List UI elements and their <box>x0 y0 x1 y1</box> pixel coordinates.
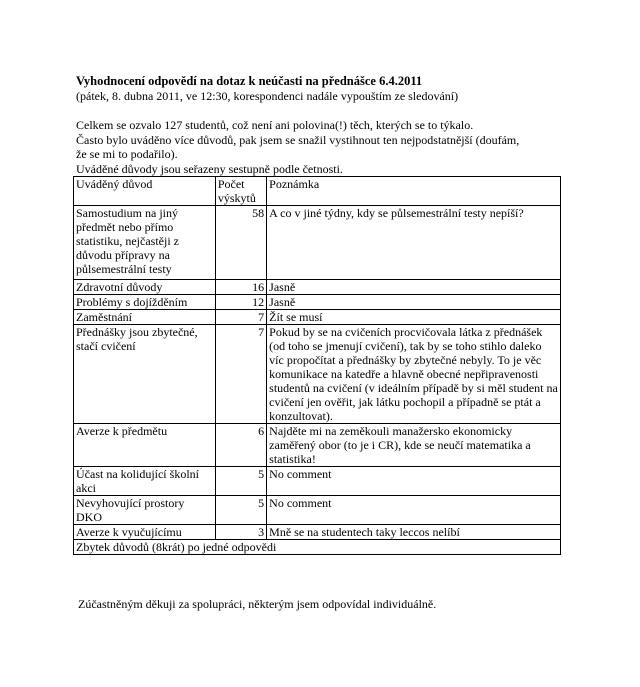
table-row <box>74 310 561 325</box>
header-note: Poznámka <box>267 177 561 206</box>
table-footer-row <box>74 540 561 555</box>
document-title: Vyhodnocení odpovědí na dotaz k neúčasti na přednášce 6.4.2011 <box>76 74 423 88</box>
note-cell: No comment <box>267 496 561 525</box>
count-cell: 6 <box>215 424 266 467</box>
reason-cell: Přednášky jsou zbytečné, stačí cvičení <box>74 325 216 424</box>
reason-cell: Nevyhovující prostory DKO <box>74 496 216 525</box>
note-cell: No comment <box>267 467 561 496</box>
note-cell: Žít se musí <box>267 310 561 325</box>
reasons-table <box>73 176 561 555</box>
count-cell: 5 <box>215 467 266 496</box>
reason-cell: Účast na kolidující školní akci <box>74 467 216 496</box>
note-cell: A co v jiné týdny, kdy se půlsemestrální testy nepíší? <box>267 206 561 280</box>
count-cell: 12 <box>215 295 266 310</box>
reason-cell: Samostudium na jiný předmět nebo přímo statistiku, nejčastěji z důvodu přípravy na půlsemestrální testy <box>74 206 216 280</box>
intro-paragraph <box>76 118 576 176</box>
note-cell: Pokud by se na cvičeních procvičovala látka z přednášek (od toho se jmenují cvičení), tak by se toho stihlo daleko víc propočítat a přednášky by zbytečné nebyly. To je věc komunikace na katedře a hlavně obecné nepřipravenosti studentů na cvičení (v ideálním případě by si měl student na cvičení jen ověřit, jak látku pochopil a případně se ptát a konzultovat). <box>267 325 561 424</box>
count-cell: 3 <box>215 525 266 540</box>
note-cell: Mně se na studentech taky leccos nelíbí <box>267 525 561 540</box>
table-row <box>74 280 561 295</box>
table-row <box>74 295 561 310</box>
closing-note: Zúčastněným děkuji za spolupráci, některým jsem odpovídal individuálně. <box>78 597 437 611</box>
note-cell: Najděte mi na zeměkouli manažersko ekonomicky zaměřený obor (to je i CR), kde se neučí matematika a statistika! <box>267 424 561 467</box>
note-cell: Jasně <box>267 280 561 295</box>
table-row <box>74 424 561 467</box>
header-reason: Uváděný důvod <box>74 177 216 206</box>
count-cell: 16 <box>215 280 266 295</box>
table-row <box>74 206 561 280</box>
reason-cell: Zaměstnání <box>74 310 216 325</box>
header-count: Počet výskytů <box>215 177 266 206</box>
reason-cell: Averze k vyučujícímu <box>74 525 216 540</box>
reason-cell: Problémy s dojížděním <box>74 295 216 310</box>
remaining-reasons-cell: Zbytek důvodů (8krát) po jedné odpovědi <box>74 540 561 555</box>
table-row <box>74 325 561 424</box>
table-row <box>74 467 561 496</box>
note-cell: Jasně <box>267 295 561 310</box>
table-header-row <box>74 177 561 206</box>
count-cell: 5 <box>215 496 266 525</box>
intro-line: Často bylo uváděno více důvodů, pak jsem se snažil vystihnout ten nejpodstatnější (doufám, <box>76 132 520 147</box>
document-subtitle: (pátek, 8. dubna 2011, ve 12:30, korespondenci nadále vypouštím ze sledování) <box>76 89 459 103</box>
intro-line: že se mi to podařilo). <box>76 147 178 161</box>
table-row <box>74 496 561 525</box>
table-row <box>74 525 561 540</box>
reason-cell: Averze k předmětu <box>74 424 216 467</box>
reason-cell: Zdravotní důvody <box>74 280 216 295</box>
count-cell: 7 <box>215 310 266 325</box>
intro-line: Celkem se ozvalo 127 studentů, což není ani polovina(!) těch, kterých se to týkalo. <box>76 118 474 132</box>
count-cell: 58 <box>215 206 266 280</box>
count-cell: 7 <box>215 325 266 424</box>
intro-line: Uváděné důvody jsou seřazeny sestupně podle četnosti. <box>76 161 343 176</box>
